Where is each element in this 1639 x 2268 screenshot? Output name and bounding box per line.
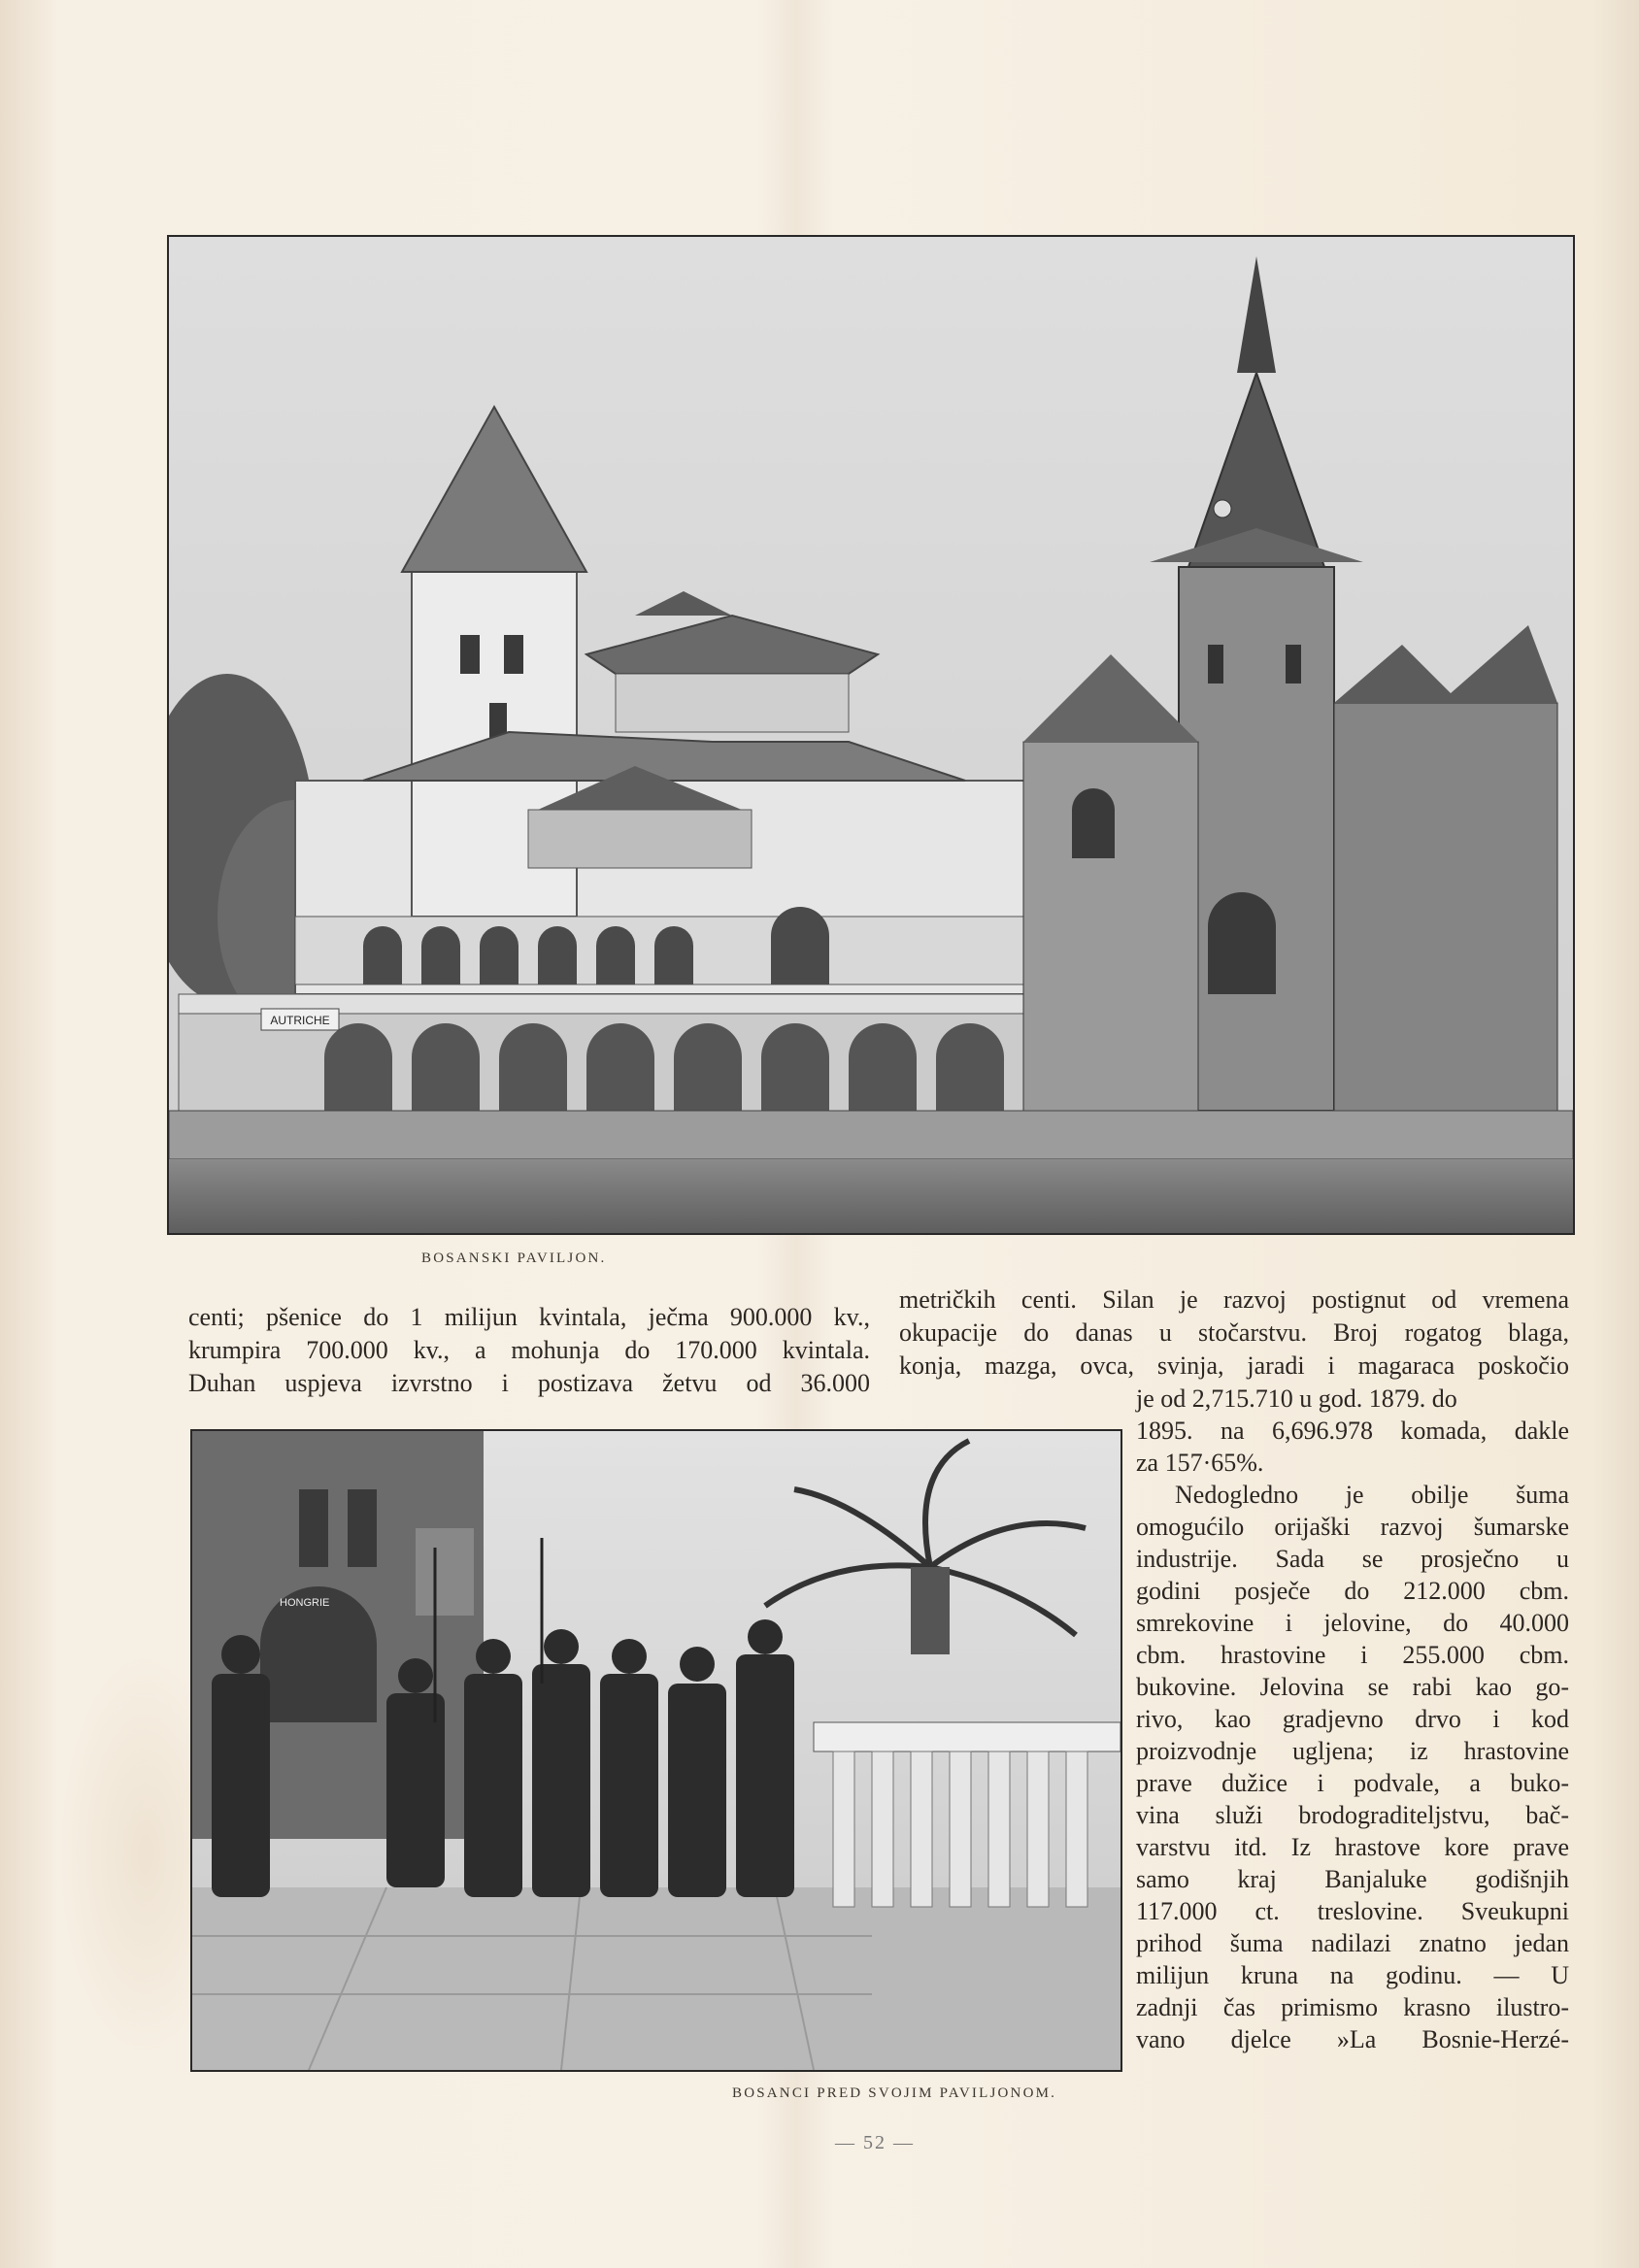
text-line: 117.000 ct. treslovine. Sveukupni [1136, 1897, 1569, 1925]
text-column-narrow [1136, 1383, 1569, 2055]
caption-top-photo: BOSANSKI PAVILJON. [421, 1251, 607, 1266]
sign-hungary: HONGRIE [280, 1597, 330, 1609]
text-line: 1895. na 6,696.978 komada, dakle [1136, 1417, 1569, 1445]
text-line: Nedogledno je obilje šuma [1175, 1481, 1569, 1509]
text-line: samo kraj Banjaluke godišnjih [1136, 1865, 1569, 1893]
text-line: vano djelce »La Bosnie-Herzé- [1136, 2025, 1569, 2053]
caption-bottom-photo: BOSANCI PRED SVOJIM PAVILJONOM. [732, 2085, 1057, 2101]
text-line: Duhan uspjeva izvrstno i postizava žetvu od 36.000 [188, 1369, 870, 1397]
text-line: omogućilo orijaški razvoj šumarske [1136, 1513, 1569, 1541]
text-line: rivo, kao gradjevno drvo i kod [1136, 1705, 1569, 1733]
text-line: milijun kruna na godinu. — U [1136, 1961, 1569, 1989]
text-line: okupacije do danas u stočarstvu. Broj rogatog blaga, [899, 1318, 1569, 1347]
text-line: za 157·65%. [1136, 1449, 1264, 1477]
text-line: cbm. hrastovine i 255.000 cbm. [1136, 1641, 1569, 1669]
sign-austria: AUTRICHE [270, 1014, 330, 1027]
text-line: metričkih centi. Silan je razvoj postignut od vremena [899, 1285, 1569, 1314]
text-line: konja, mazga, ovca, svinja, jaradi i magaraca poskočio [899, 1351, 1569, 1380]
bosnians-illustration [192, 1431, 1121, 2070]
photo-bosnian-pavilion [167, 235, 1575, 1235]
pavilion-illustration [169, 237, 1573, 1233]
text-line: zadnji čas primismo krasno ilustro- [1136, 1993, 1569, 2021]
text-line: godini posječe do 212.000 cbm. [1136, 1577, 1569, 1605]
text-line: prave dužice i podvale, a buko- [1136, 1769, 1569, 1797]
page-number: — 52 — [835, 2132, 915, 2153]
text-line: prihod šuma nadilazi znatno jedan [1136, 1929, 1569, 1957]
text-line: proizvodnje ugljena; iz hrastovine [1136, 1737, 1569, 1765]
text-column-right [899, 1284, 1569, 1383]
text-line: vina služi brodograditeljstvu, bač- [1136, 1801, 1569, 1829]
photo-bosnians-before-pavilion [190, 1429, 1122, 2072]
text-line: krumpira 700.000 kv., a mohunja do 170.000 kvintala. [188, 1336, 870, 1364]
text-line: bukovine. Jelovina se rabi kao go- [1136, 1673, 1569, 1701]
text-line: je od 2,715.710 u god. 1879. do [1136, 1384, 1457, 1413]
text-line: smrekovine i jelovine, do 40.000 [1136, 1609, 1569, 1637]
text-line: industrije. Sada se prosječno u [1136, 1545, 1569, 1573]
text-line: centi; pšenice do 1 milijun kvintala, ječma 900.000 kv., [188, 1303, 870, 1331]
text-column-left [188, 1301, 870, 1400]
text-line: varstvu itd. Iz hrastove kore prave [1136, 1833, 1569, 1861]
